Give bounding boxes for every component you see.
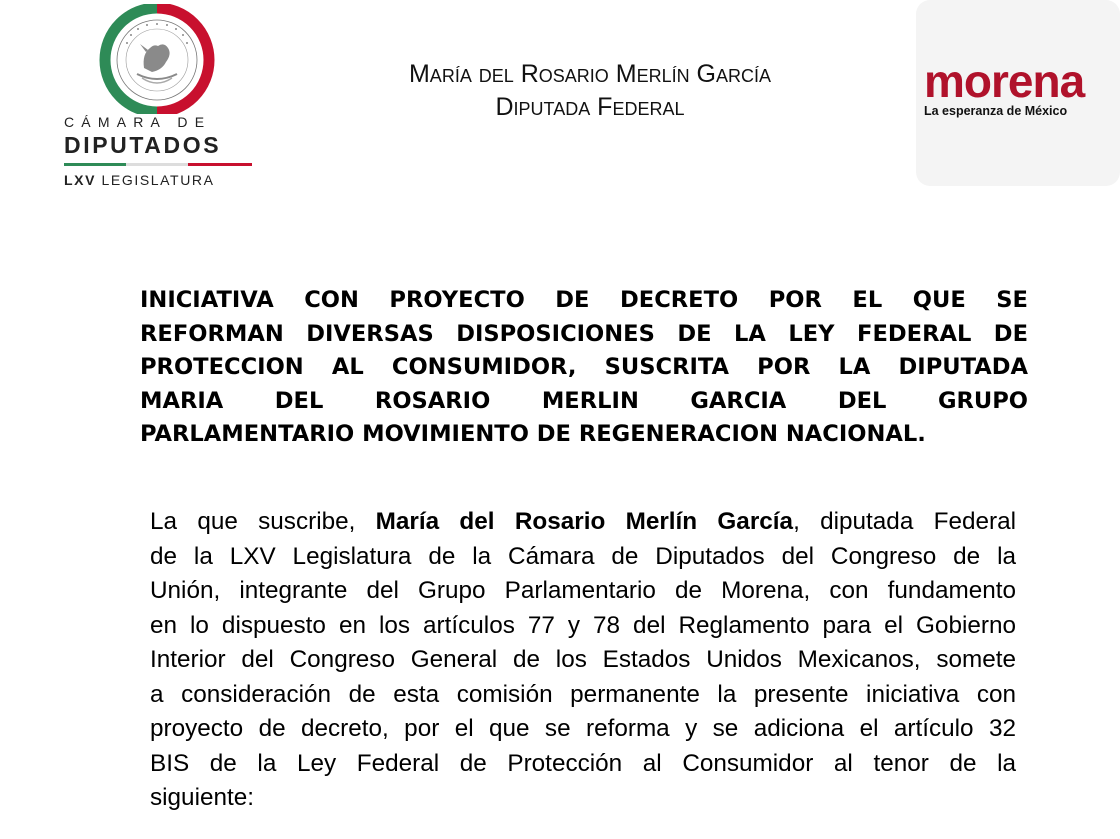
camara-de-diputados-logo	[60, 4, 260, 189]
body-line: siguiente:	[150, 784, 255, 811]
morena-wordmark: morena	[924, 55, 1085, 107]
body-line: BIS de la Ley Federal de Protección al Consumidor al tenor de la	[150, 749, 1016, 777]
body-paragraph	[150, 505, 1016, 816]
camara-line1: CÁMARA DE	[64, 114, 212, 130]
body-line: Interior del Congreso General de los Estados Unidos Mexicanos, somete	[150, 646, 1016, 673]
deputy-name: María del Rosario Merlín García	[408, 60, 771, 88]
morena-logo	[916, 0, 1120, 186]
body-line: en lo dispuesto en los artículos 77 y 78 del Reglamento para el Gobierno	[150, 611, 1016, 639]
tricolor-divider	[64, 163, 252, 167]
title-line: PARLAMENTARIO MOVIMIENTO DE REGENERACION NACIONAL.	[140, 421, 926, 447]
body-line: de la LXV Legislatura de la Cámara de Diputados del Congreso de la	[150, 542, 1016, 570]
body-line: Unión, integrante del Grupo Parlamentario de Morena, con fundamento	[150, 577, 1016, 604]
title-line: REFORMAN DIVERSAS DISPOSICIONES DE LA LEY FEDERAL DE	[140, 320, 1028, 347]
legislatura-label	[64, 172, 215, 188]
title-line: PROTECCION AL CONSUMIDOR, SUSCRITA POR LA DIPUTADA	[140, 354, 1028, 380]
deputy-role: Diputada Federal	[495, 93, 685, 121]
body-line: a consideración de esta comisión permanente la presente iniciativa con	[150, 680, 1016, 708]
title-line: MARIA DEL ROSARIO MERLIN GARCIA DEL GRUPO	[140, 387, 1028, 414]
camara-line2: DIPUTADOS	[64, 132, 222, 158]
body-intro: La que suscribe,	[150, 508, 356, 535]
body-signatory-name: María del Rosario Merlín García	[375, 508, 794, 535]
legislatura-number: LXV	[64, 172, 97, 188]
title-line: INICIATIVA CON PROYECTO DE DECRETO POR EL QUE SE	[140, 287, 1028, 313]
body-line: proyecto de decreto, por el que se reforma y se adiciona el artículo 32	[150, 715, 1016, 742]
legislatura-word: LEGISLATURA	[101, 172, 215, 188]
body-intro-rest: , diputada Federal	[793, 508, 1016, 535]
document-title	[140, 284, 1028, 452]
seal-icon	[92, 4, 222, 114]
body-line	[150, 505, 1016, 540]
deputy-header	[330, 58, 850, 124]
morena-tagline: La esperanza de México	[924, 104, 1068, 118]
